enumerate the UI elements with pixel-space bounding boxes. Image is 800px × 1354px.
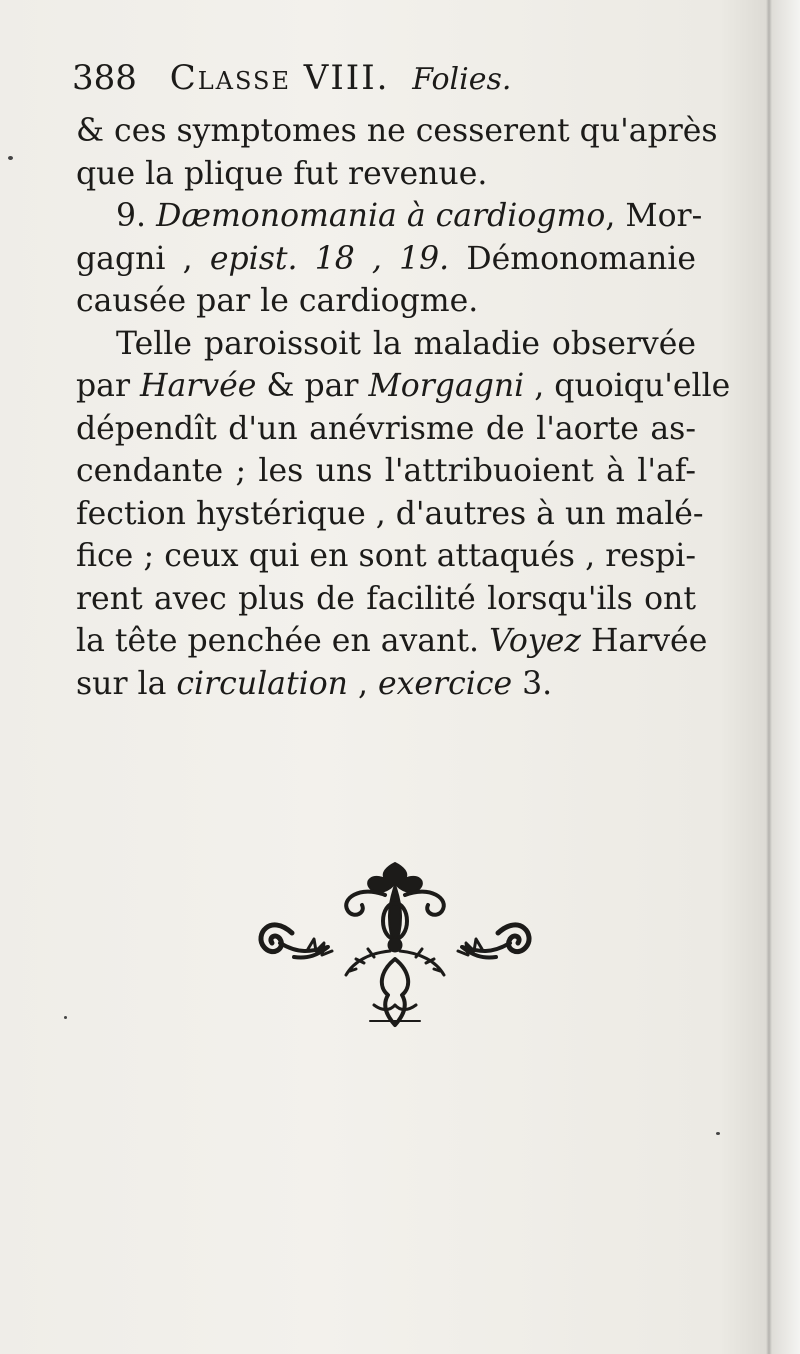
paper-speck [8, 156, 13, 160]
text-line: gagni , epist. 18 , 19. Démonomanie [76, 240, 696, 277]
text-line: sur la circulation , exercice 3. [76, 665, 553, 702]
citation: epist. 18 , 19. [209, 240, 450, 277]
section-title: Folies. [412, 62, 512, 97]
text-line: rent avec plus de facilité lorsqu'ils ont [76, 580, 696, 617]
page-edge-shadow [766, 0, 772, 1354]
paper-speck [716, 1132, 720, 1135]
text-line: la tête penchée en avant. Voyez Harvée [76, 623, 708, 659]
paper-speck [64, 1016, 67, 1019]
text-line: que la plique fut revenue. [76, 155, 488, 192]
work-title: circulation [176, 665, 348, 702]
text-line: & ces symptomes ne cesserent qu'après [76, 113, 718, 149]
fleuron-ornament-icon [250, 855, 540, 1035]
text-line: par Harvée & par Morgagni , quoiqu'elle [76, 368, 731, 404]
text-line: dépendît d'un anévrisme de l'aorte as- [76, 410, 696, 447]
page-number: 388 [72, 58, 137, 98]
entry-title: Dæmonomania à cardiogmo [156, 198, 606, 234]
text-line: cendante ; les uns l'attribuoient à l'af- [76, 453, 696, 489]
text-line: causée par le cardiogme. [76, 283, 479, 319]
text-line: Telle paroissoit la maladie observée [116, 325, 696, 362]
text-line: fice ; ceux qui en sont attaqués , respi- [76, 538, 696, 574]
text-line: 9. Dæmonomania à cardiogmo, Mor- [116, 198, 703, 234]
cross-reference: Voyez [489, 623, 581, 659]
body-text [76, 110, 731, 705]
running-head [72, 58, 632, 102]
entry-number: 9. [116, 198, 147, 234]
author-name: Harvée [140, 368, 257, 404]
chapter-title: Classe VIII. [169, 58, 390, 98]
text-line: fection hystérique , d'autres à un malé- [76, 495, 704, 532]
author-name: Morgagni [368, 368, 525, 404]
